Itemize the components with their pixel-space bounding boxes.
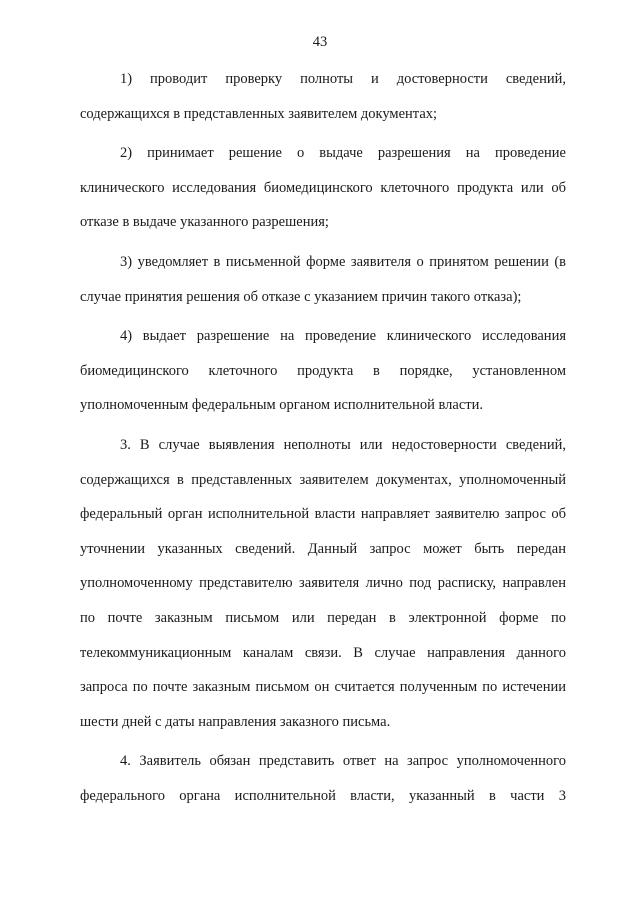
paragraph-item-4: 4) выдает разрешение на проведение клинического исследования биомедицинского клеточного продукта в порядке, установленном уполномоченным федеральным органом исполнительной власти. [80,328,566,414]
document-body [80,62,566,813]
paragraph-item-1: 1) проводит проверку полноты и достоверности сведений, содержащихся в представленных заявителем документах; [80,71,566,122]
page-number: 43 [312,34,328,50]
paragraph-section-4: 4. Заявитель обязан представить ответ на запрос уполномоченного федерального органа исполнительной власти, указанный в части 3 [80,753,566,804]
paragraph-item-3: 3) уведомляет в письменной форме заявителя о принятом решении (в случае принятия решения об отказе с указанием причин такого отказа); [80,253,566,305]
paragraph-section-3: 3. В случае выявления неполноты или недостоверности сведений, содержащихся в представленных заявителем документах, уполномоченный федеральный орган исполнительной власти направляет заявителю запрос об уточнении указанных сведений. Данный запрос может быть передан уполномоченному представителю заявителя лично под расписку, направлен по почте заказным письмом или передан в электронной форме по телекоммуникационным каналам связи. В случае направления данного запроса по почте заказным письмом он считается полученным по истечении шести дней с даты направления заказного письма. [80,436,566,730]
paragraph-item-2: 2) принимает решение о выдаче разрешения на проведение клинического исследования биомедицинского клеточного продукта или об отказе в выдаче указанного разрешения; [80,145,566,231]
